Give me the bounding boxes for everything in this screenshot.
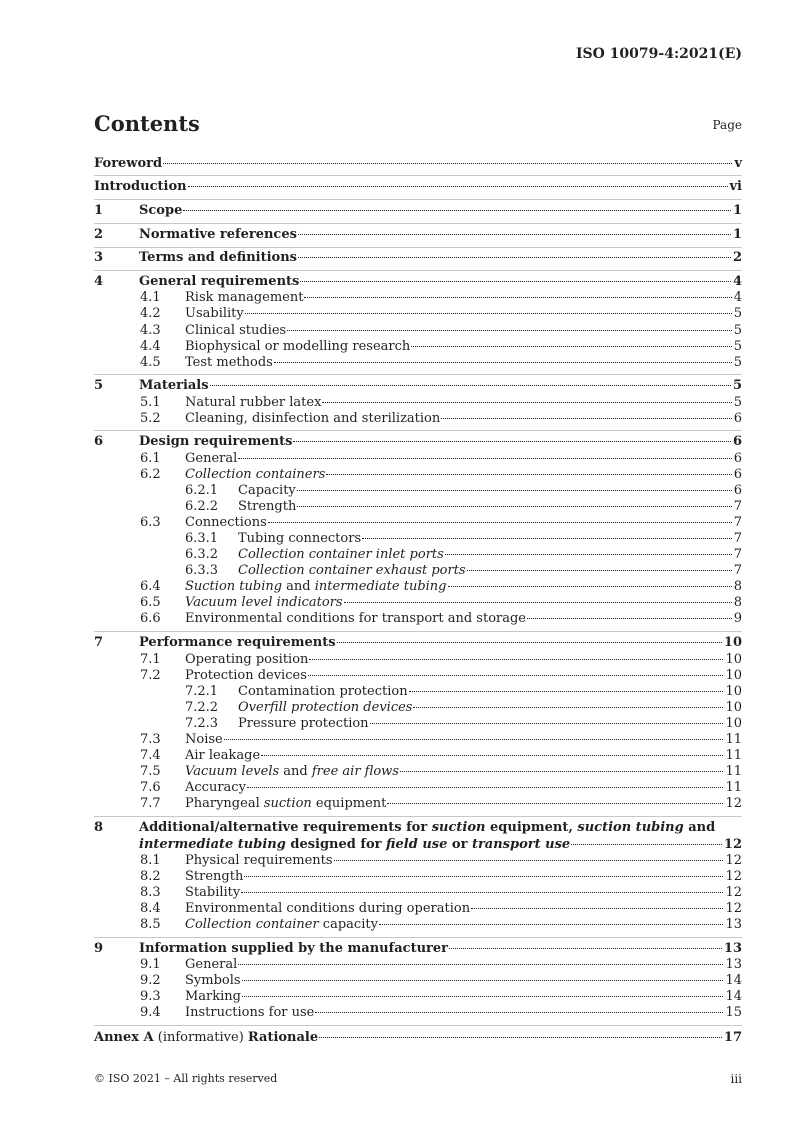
divider: [94, 175, 742, 176]
toc-entry-label: Strength: [185, 869, 244, 884]
divider: [94, 816, 742, 817]
toc-entry-page: 11: [725, 764, 742, 779]
toc-entry-label: Accuracy: [185, 780, 246, 795]
toc-entry-number: 6.2.1: [185, 483, 219, 498]
page-number: iii: [730, 1072, 742, 1086]
toc-entry-label: General: [185, 451, 238, 466]
toc-entry-container-capacity[interactable]: [94, 917, 742, 933]
leader-dots: [268, 522, 732, 523]
toc-entry-label: Protection devices: [185, 668, 307, 683]
toc-entry-page: 2: [732, 250, 742, 265]
toc-entry-natural-rubber-latex[interactable]: [94, 395, 742, 411]
leader-dots: [241, 892, 723, 893]
toc-entry-test-methods[interactable]: [94, 355, 742, 371]
toc-entry-air-leakage[interactable]: [94, 748, 742, 764]
divider: [94, 430, 742, 431]
toc-entry-pharyngeal-suction[interactable]: [94, 796, 742, 812]
toc-entry-number: 4.4: [140, 339, 161, 354]
toc-entry-risk-management[interactable]: [94, 290, 742, 306]
toc-entry-number: 6.3: [140, 515, 161, 530]
leader-dots: [337, 642, 722, 643]
toc-entry-number: 6.2.2: [185, 499, 219, 514]
toc-entry-label: Vacuum level indicators: [185, 595, 343, 610]
toc-entry-label: Environmental conditions during operation: [185, 901, 471, 916]
toc-entry-number: 8.5: [140, 917, 161, 932]
toc-entry-label: Strength: [238, 499, 297, 514]
toc-entry-number: 4.5: [140, 355, 161, 370]
toc-entry-page: 17: [723, 1030, 742, 1045]
toc-entry-instructions-for-use[interactable]: [94, 1005, 742, 1021]
toc-entry-page: 6: [733, 411, 742, 426]
toc-entry-collection-containers[interactable]: [94, 467, 742, 483]
leader-dots: [297, 506, 731, 507]
toc-entry-number: 7.2.3: [185, 716, 219, 731]
toc-entry-label-line2: intermediate tubing designed for field use or transport use: [139, 837, 571, 852]
toc-entry-page: 6: [733, 483, 742, 498]
toc-entry-label: Collection container capacity: [185, 917, 378, 932]
toc-entry-page: 4: [733, 290, 742, 305]
toc-entry-number: 6.5: [140, 595, 161, 610]
toc-entry-normative-references[interactable]: [94, 227, 742, 243]
leader-dots: [293, 441, 731, 442]
toc-entry-page: 7: [733, 515, 742, 530]
toc-entry-label: Capacity: [238, 483, 296, 498]
toc-entry-page: 10: [725, 652, 742, 667]
leader-dots: [467, 570, 732, 571]
toc-entry-foreword[interactable]: [94, 156, 742, 172]
leader-dots: [449, 948, 722, 949]
leader-dots: [441, 418, 731, 419]
toc-entry-page: 5: [733, 339, 742, 354]
toc-entry-tubing-connectors[interactable]: [94, 531, 742, 547]
toc-entry-page: 11: [725, 748, 742, 763]
toc-entry-page: 12: [725, 885, 742, 900]
toc-entry-environmental-operation[interactable]: [94, 901, 742, 917]
toc-entry-page: 7: [733, 531, 742, 546]
toc-entry-number: 6.3.2: [185, 547, 219, 562]
toc-entry-number: 6.2: [140, 467, 161, 482]
toc-entry-number: 2: [94, 227, 104, 242]
toc-entry-label: Cleaning, disinfection and sterilization: [185, 411, 441, 426]
toc-entry-label: Terms and definitions: [139, 250, 297, 265]
toc-entry-number: 7.6: [140, 780, 161, 795]
leader-dots: [261, 755, 723, 756]
toc-entry-number: 5.2: [140, 411, 161, 426]
toc-entry-environmental-transport[interactable]: [94, 611, 742, 627]
toc-entry-page: 12: [723, 837, 742, 852]
toc-entry-number: 8.3: [140, 885, 161, 900]
leader-dots: [370, 723, 724, 724]
toc-entry-page: 12: [725, 869, 742, 884]
divider: [94, 1025, 742, 1026]
toc-entry-label: Marking: [185, 989, 242, 1004]
leader-dots: [379, 924, 724, 925]
toc-entry-page: 9: [733, 611, 742, 626]
copyright-notice: © ISO 2021 – All rights reserved: [94, 1072, 278, 1085]
toc-entry-strength[interactable]: [94, 499, 742, 515]
leader-dots: [247, 787, 724, 788]
leader-dots: [315, 1012, 723, 1013]
toc-entry-label: Symbols: [185, 973, 241, 988]
toc-entry-page: 1: [732, 203, 742, 218]
toc-entry-number: 7: [94, 635, 104, 650]
toc-entry-number: 3: [94, 250, 104, 265]
leader-dots: [471, 908, 723, 909]
toc-entry-cleaning[interactable]: [94, 411, 742, 427]
toc-entry-label: Instructions for use: [185, 1005, 315, 1020]
leader-dots: [242, 996, 723, 997]
toc-entry-label: Usability: [185, 306, 244, 321]
toc-entry-overfill-protection[interactable]: [94, 700, 742, 716]
leader-dots: [242, 980, 724, 981]
leader-dots: [400, 771, 723, 772]
toc-entry-number: 1: [94, 203, 104, 218]
divider: [94, 631, 742, 632]
leader-dots: [309, 659, 723, 660]
divider: [94, 374, 742, 375]
toc-entry-clinical-studies[interactable]: [94, 323, 742, 339]
toc-entry-number: 6.6: [140, 611, 161, 626]
toc-entry-label: Overfill protection devices: [238, 700, 413, 715]
toc-entry-introduction[interactable]: [94, 179, 742, 195]
toc-entry-number: 6.1: [140, 451, 161, 466]
leader-dots: [326, 474, 731, 475]
leader-dots: [304, 297, 731, 298]
toc-entry-suction-tubing[interactable]: [94, 579, 742, 595]
toc-entry-performance-requirements[interactable]: [94, 635, 742, 651]
toc-entry-page: 5: [733, 395, 742, 410]
toc-entry-page: 11: [725, 732, 742, 747]
toc-entry-label: Collection container exhaust ports: [238, 563, 466, 578]
toc-entry-number: 9.4: [140, 1005, 161, 1020]
toc-entry-label: Materials: [139, 378, 209, 393]
page-title: Contents: [94, 111, 200, 136]
toc-entry-page: 5: [733, 306, 742, 321]
toc-entry-label: Information supplied by the manufacturer: [139, 941, 448, 956]
toc-entry-label: Pressure protection: [238, 716, 369, 731]
toc-entry-number: 6: [94, 434, 104, 449]
leader-dots: [287, 330, 731, 331]
leader-dots: [238, 964, 723, 965]
toc-entry-label: Normative references: [139, 227, 297, 242]
toc-entry-label: Stability: [185, 885, 241, 900]
toc-entry-vacuum-level-indicators[interactable]: [94, 595, 742, 611]
toc-entry-pressure-protection[interactable]: [94, 716, 742, 732]
leader-dots: [344, 602, 732, 603]
toc-entry-terms-and-definitions[interactable]: [94, 250, 742, 266]
toc-entry-number: 4.1: [140, 290, 161, 305]
toc-entry-number: 8.4: [140, 901, 161, 916]
leader-dots: [448, 586, 732, 587]
toc-entry-label: Collection container inlet ports: [238, 547, 444, 562]
leader-dots: [362, 538, 732, 539]
toc-entry-page: 7: [733, 547, 742, 562]
toc-entry-number: 9.1: [140, 957, 161, 972]
leader-dots: [224, 739, 724, 740]
toc-entry-number: 6.3.1: [185, 531, 219, 546]
toc-entry-general-requirements[interactable]: [94, 274, 742, 290]
toc-entry-label: Pharyngeal suction equipment: [185, 796, 387, 811]
toc-entry-number: 6.3.3: [185, 563, 219, 578]
toc-entry-page: 10: [725, 700, 742, 715]
toc-entry-operating-position[interactable]: [94, 652, 742, 668]
leader-dots: [413, 707, 723, 708]
toc-entry-label: Operating position: [185, 652, 309, 667]
toc-entry-label: Biophysical or modelling research: [185, 339, 411, 354]
leader-dots: [163, 163, 732, 164]
leader-dots: [245, 313, 732, 314]
leader-dots: [210, 385, 731, 386]
toc-entry-label: General: [185, 957, 238, 972]
toc-entry-page: 4: [732, 274, 742, 289]
toc-entry-number: 4.3: [140, 323, 161, 338]
divider: [94, 270, 742, 271]
toc-entry-page: 5: [733, 323, 742, 338]
toc-entry-scope[interactable]: [94, 203, 742, 219]
toc-entry-number: 7.5: [140, 764, 161, 779]
leader-dots: [387, 803, 723, 804]
toc-entry-page: 5: [733, 355, 742, 370]
toc-entry-page: 11: [725, 780, 742, 795]
toc-entry-page: 13: [723, 941, 742, 956]
toc-entry-page: 10: [725, 684, 742, 699]
toc-entry-page: 10: [723, 635, 742, 650]
divider: [94, 937, 742, 938]
toc-entry-number: 7.1: [140, 652, 161, 667]
toc-entry-label: Foreword: [94, 156, 163, 171]
toc-entry-information-supplied[interactable]: [94, 941, 742, 957]
leader-dots: [238, 458, 731, 459]
toc-entry-capacity[interactable]: [94, 483, 742, 499]
leader-dots: [298, 234, 731, 235]
toc-entry-label: General requirements: [139, 274, 300, 289]
divider: [94, 223, 742, 224]
toc-entry-number: 5.1: [140, 395, 161, 410]
page-column-label: Page: [712, 118, 742, 132]
toc-entry-number: 7.2: [140, 668, 161, 683]
toc-entry-number: 8.2: [140, 869, 161, 884]
toc-entry-label: Risk management: [185, 290, 304, 305]
leader-dots: [298, 257, 731, 258]
toc-entry-general[interactable]: [94, 451, 742, 467]
toc-entry-general-9[interactable]: [94, 957, 742, 973]
divider: [94, 247, 742, 248]
toc-entry-number: 7.2.2: [185, 700, 219, 715]
leader-dots: [274, 362, 732, 363]
toc-entry-materials[interactable]: [94, 378, 742, 394]
toc-entry-marking[interactable]: [94, 989, 742, 1005]
toc-entry-symbols[interactable]: [94, 973, 742, 989]
toc-entry-strength-8[interactable]: [94, 869, 742, 885]
leader-dots: [297, 490, 732, 491]
toc-entry-stability[interactable]: [94, 885, 742, 901]
toc-entry-page: 6: [732, 434, 742, 449]
toc-entry-page: 14: [725, 989, 742, 1004]
toc-entry-label: Air leakage: [185, 748, 261, 763]
toc-entry-page: 13: [725, 917, 742, 932]
leader-dots: [334, 860, 724, 861]
toc-entry-label: Introduction: [94, 179, 187, 194]
leader-dots: [188, 186, 728, 187]
leader-dots: [308, 675, 724, 676]
toc-entry-page: 13: [725, 957, 742, 972]
leader-dots: [300, 281, 731, 282]
toc-entry-label: Clinical studies: [185, 323, 287, 338]
toc-entry-label: Natural rubber latex: [185, 395, 322, 410]
leader-dots: [527, 618, 732, 619]
toc-entry-label: Performance requirements: [139, 635, 336, 650]
toc-entry-number: 4.2: [140, 306, 161, 321]
toc-entry-page: 10: [725, 716, 742, 731]
toc-entry-exhaust-ports[interactable]: [94, 563, 742, 579]
toc-entry-physical-requirements[interactable]: [94, 853, 742, 869]
toc-entry-annex-a[interactable]: [94, 1030, 742, 1046]
toc-entry-label: Vacuum levels and free air flows: [185, 764, 399, 779]
leader-dots: [244, 876, 723, 877]
toc-entry-label: Annex A (informative) Rationale: [94, 1030, 319, 1045]
toc-entry-page: 10: [725, 668, 742, 683]
toc-entry-label: Environmental conditions for transport and storage: [185, 611, 526, 626]
toc-entry-number: 9.2: [140, 973, 161, 988]
toc-entry-label: Tubing connectors: [238, 531, 362, 546]
toc-entry-label: Collection containers: [185, 467, 326, 482]
toc-entry-number: 7.4: [140, 748, 161, 763]
toc-entry-label: Test methods: [185, 355, 273, 370]
toc-entry-page: 12: [725, 796, 742, 811]
divider: [94, 199, 742, 200]
toc-entry-page: 14: [725, 973, 742, 988]
toc-entry-page: 6: [733, 451, 742, 466]
toc-entry-label: Contamination protection: [238, 684, 408, 699]
leader-dots: [445, 554, 732, 555]
toc-entry-number: 5: [94, 378, 104, 393]
toc-entry-page: 8: [733, 579, 742, 594]
document-id: ISO 10079-4:2021(E): [575, 46, 742, 62]
toc-entry-page: 1: [732, 227, 742, 242]
toc-entry-label: Noise: [185, 732, 223, 747]
toc-entry-number: 7.2.1: [185, 684, 219, 699]
leader-dots: [571, 844, 722, 845]
toc-entry-contamination-protection[interactable]: [94, 684, 742, 700]
leader-dots: [319, 1037, 722, 1038]
leader-dots: [409, 691, 724, 692]
toc-entry-page: 7: [733, 563, 742, 578]
toc-entry-number: 7.7: [140, 796, 161, 811]
toc-entry-page: 5: [732, 378, 742, 393]
toc-entry-label: Connections: [185, 515, 267, 530]
toc-entry-number: 7.3: [140, 732, 161, 747]
toc-entry-page: 12: [725, 853, 742, 868]
toc-entry-page: 6: [733, 467, 742, 482]
toc-entry-protection-devices[interactable]: [94, 668, 742, 684]
toc-entry-page: 15: [725, 1005, 742, 1020]
toc-entry-page: vi: [729, 179, 742, 194]
toc-entry-biophysical-research[interactable]: [94, 339, 742, 355]
toc-entry-number: 9: [94, 941, 104, 956]
toc-entry-number: 6.4: [140, 579, 161, 594]
toc-entry-page: 12: [725, 901, 742, 916]
toc-entry-design-requirements[interactable]: [94, 434, 742, 450]
toc-entry-page: v: [734, 156, 742, 171]
toc-entry-number: 8: [94, 820, 104, 835]
toc-entry-number: 9.3: [140, 989, 161, 1004]
leader-dots: [322, 402, 731, 403]
toc-entry-vacuum-levels[interactable]: [94, 764, 742, 780]
toc-entry-label: Physical requirements: [185, 853, 333, 868]
toc-entry-label: Scope: [139, 203, 183, 218]
toc-entry-label: Suction tubing and intermediate tubing: [185, 579, 447, 594]
toc-entry-accuracy[interactable]: [94, 780, 742, 796]
toc-entry-page: 8: [733, 595, 742, 610]
leader-dots: [411, 346, 731, 347]
toc-entry-connections[interactable]: [94, 515, 742, 531]
toc-entry-noise[interactable]: [94, 732, 742, 748]
toc-entry-label: Design requirements: [139, 434, 293, 449]
leader-dots: [183, 210, 731, 211]
toc-entry-number: 4: [94, 274, 104, 289]
toc-entry-inlet-ports[interactable]: [94, 547, 742, 563]
toc-entry-usability[interactable]: [94, 306, 742, 322]
toc-entry-number: 8.1: [140, 853, 161, 868]
toc-entry-page: 7: [733, 499, 742, 514]
toc-entry-label-line1: Additional/alternative requirements for suction equipment, suction tubing and: [139, 820, 716, 835]
